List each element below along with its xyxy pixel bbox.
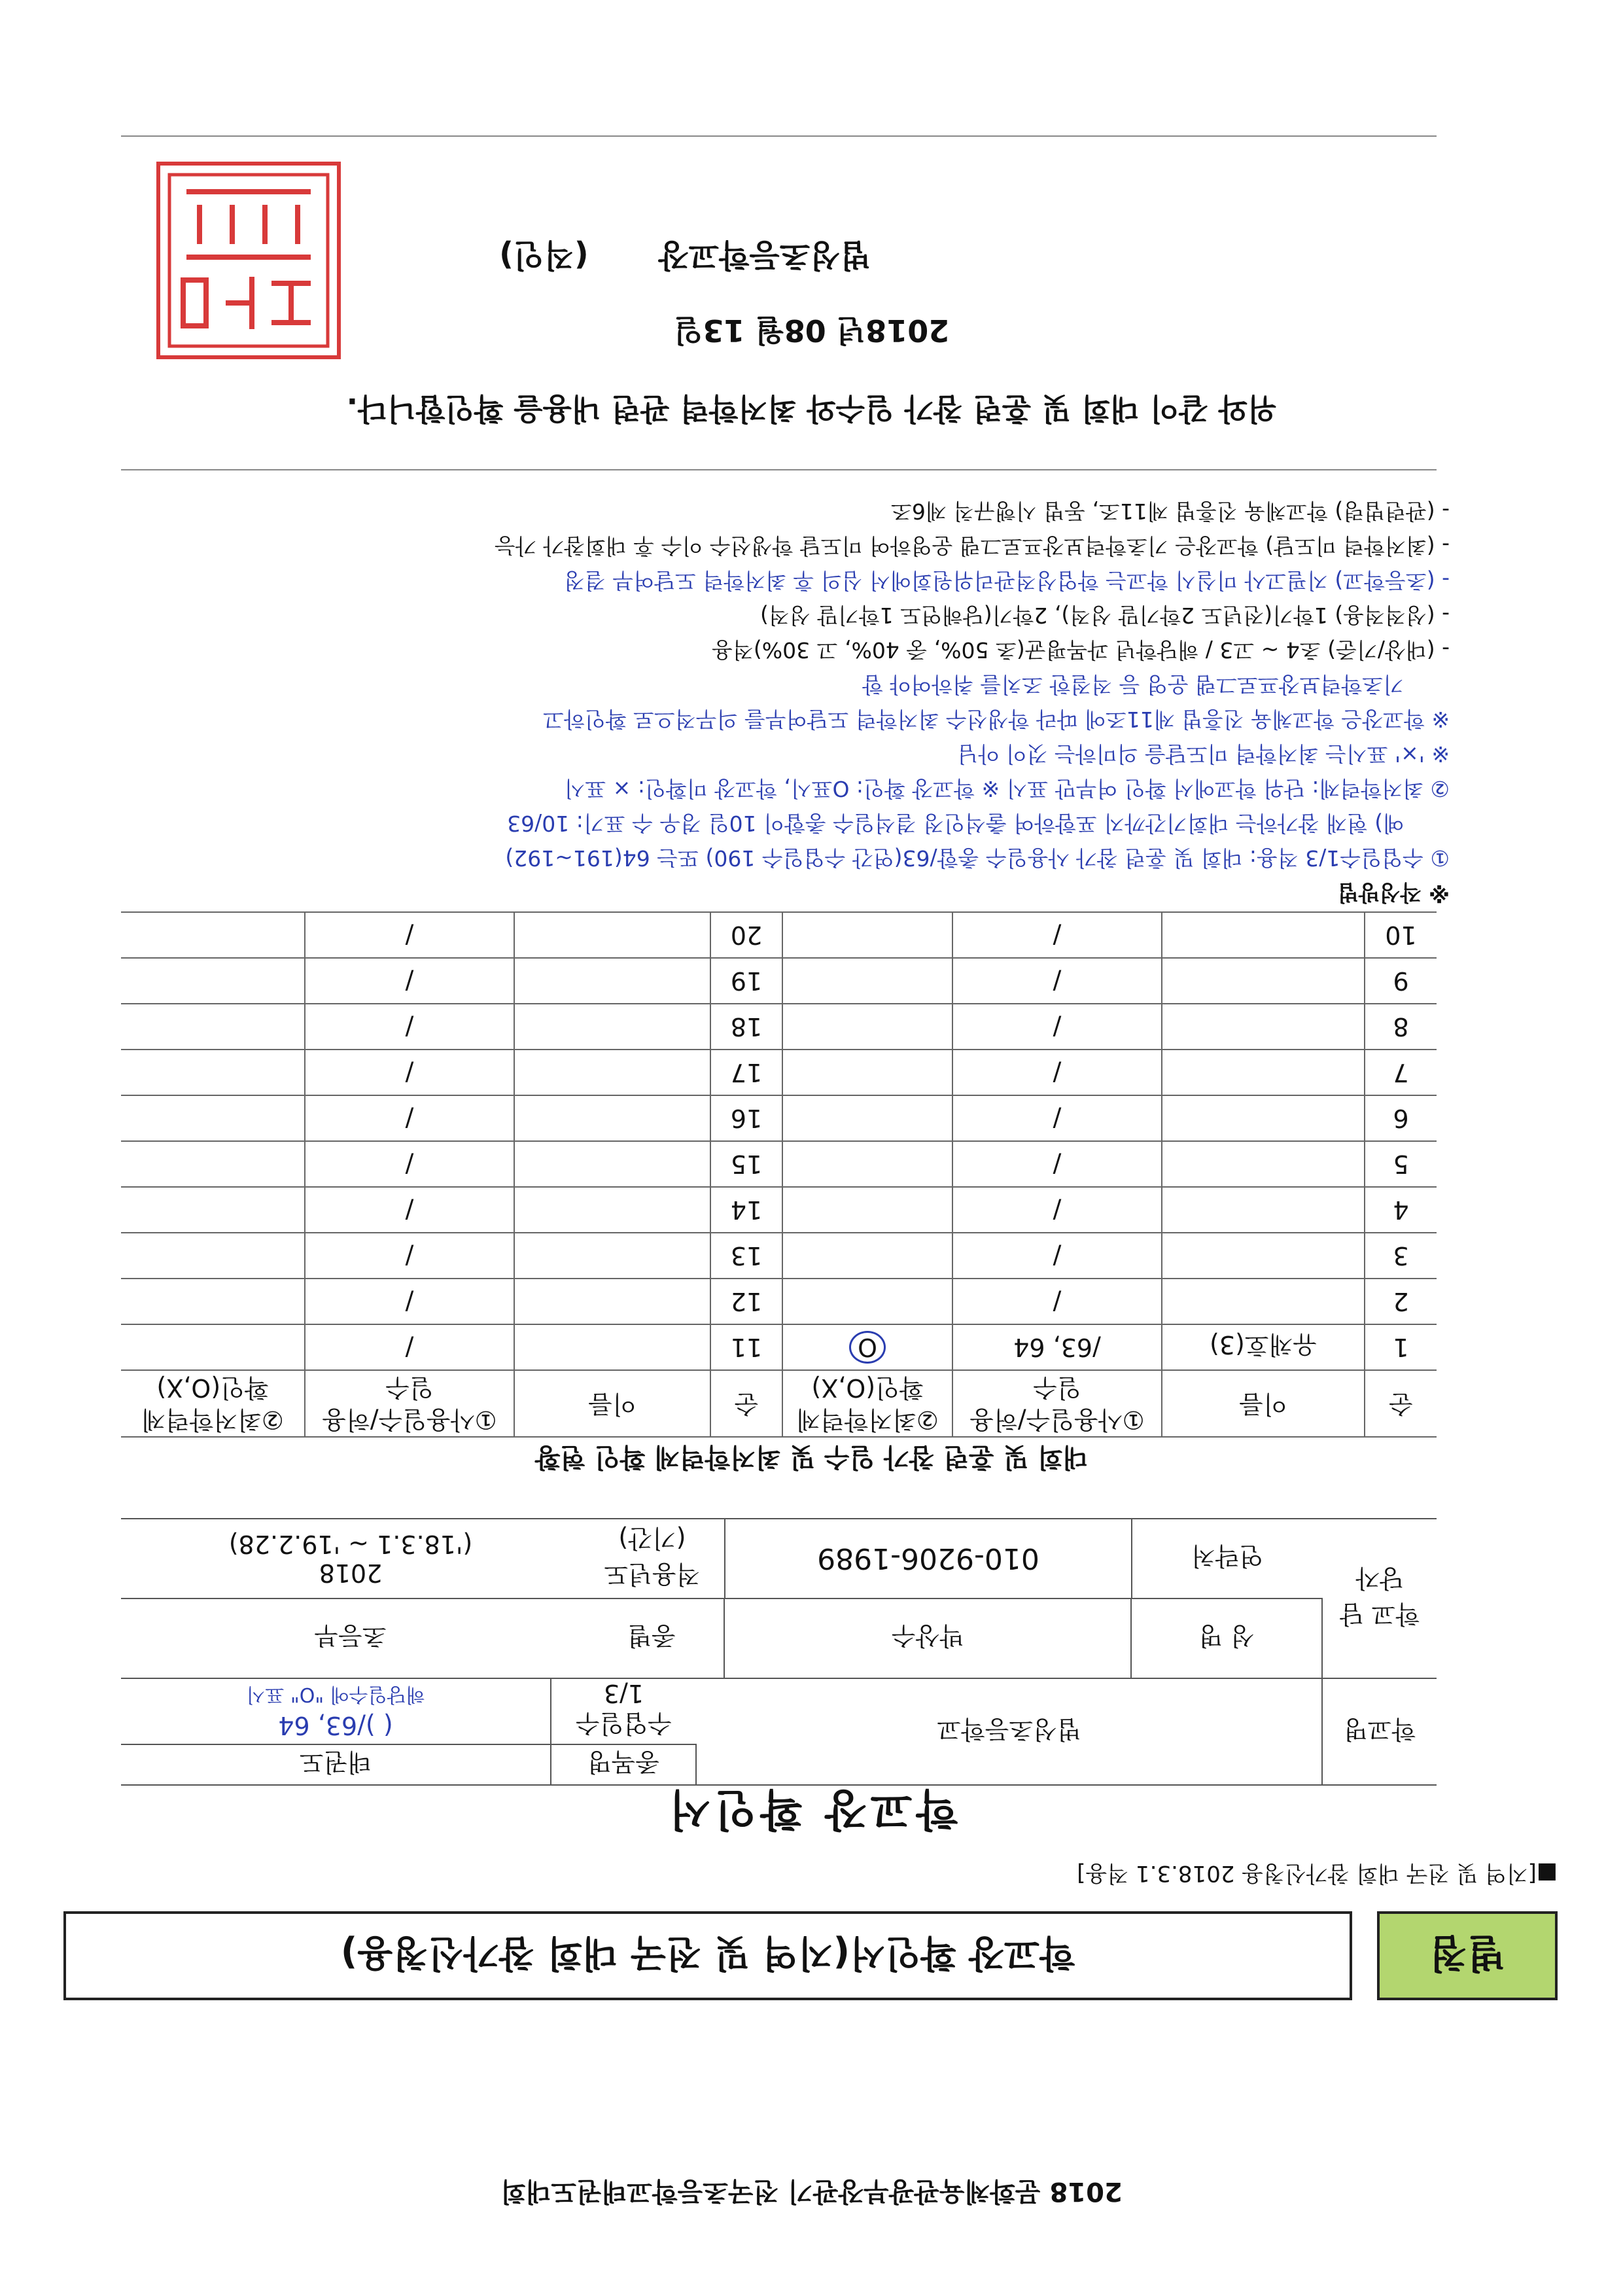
col-days: ①사용일수/허용일수	[305, 1370, 514, 1437]
row-number: 4	[1365, 1187, 1437, 1233]
days-used: /	[952, 912, 1162, 958]
academic-check	[782, 1187, 952, 1233]
teacher-label: 학교 담당자	[1322, 1519, 1437, 1678]
col-min-academic: ②최저학력제 확인(O,X)	[782, 1370, 952, 1437]
days-used: /	[305, 1095, 514, 1141]
days-used: /	[952, 1233, 1162, 1279]
student-name	[514, 1095, 710, 1141]
applicability-notice: ■[지역 및 전국 대회 참가신청용 2018.3.1 적용]	[1077, 1860, 1558, 1886]
student-name	[514, 1233, 710, 1279]
row-number: 15	[710, 1141, 782, 1187]
issue-date: 2018년 08월 13일	[673, 313, 950, 348]
student-name	[514, 1279, 710, 1324]
principal-label: 법성초등학교장	[658, 237, 871, 274]
academic-check	[121, 1004, 305, 1050]
event-value: 태권도	[121, 1744, 551, 1784]
days-used: /	[952, 1279, 1162, 1324]
days-used: /	[952, 1187, 1162, 1233]
row-number: 12	[710, 1279, 782, 1324]
days-used: /	[305, 1050, 514, 1095]
row-number: 9	[1365, 958, 1437, 1004]
row-number: 14	[710, 1187, 782, 1233]
table-row	[121, 1324, 1437, 1370]
student-name	[1162, 958, 1365, 1004]
academic-check	[121, 958, 305, 1004]
row-number: 2	[1365, 1279, 1437, 1324]
student-name	[1162, 912, 1365, 958]
table-row	[121, 1187, 1437, 1233]
student-name	[1162, 1004, 1365, 1050]
days-used: /	[305, 1004, 514, 1050]
table-row	[121, 1004, 1437, 1050]
event-label: 종목명	[551, 1744, 696, 1784]
academic-check	[782, 1233, 952, 1279]
row-number: 20	[710, 912, 782, 958]
note-line: 기초학력보장프로그램 운영 등 적절한 조치를 취하여야 함	[862, 672, 1404, 698]
days-used: /	[305, 1141, 514, 1187]
row-number: 5	[1365, 1141, 1437, 1187]
days-used: /	[952, 1095, 1162, 1141]
participation-table	[121, 911, 1437, 1438]
note-heading: ※ 작성방법	[1337, 880, 1450, 906]
grade-value: 초등부	[314, 1621, 387, 1651]
form-title: 학교장 확인서	[665, 1784, 958, 1835]
academic-check	[121, 1233, 305, 1279]
academic-check	[121, 912, 305, 958]
student-name	[514, 1004, 710, 1050]
student-name	[1162, 1187, 1365, 1233]
days-used: /	[305, 1233, 514, 1279]
check-circle-mark: O	[849, 1331, 886, 1364]
days-value: ( )/63, 64	[278, 1711, 393, 1740]
days-used: /	[952, 1004, 1162, 1050]
row-number: 19	[710, 958, 782, 1004]
school-name: 법성초등학교	[937, 1715, 1081, 1744]
days-used: /63, 64	[952, 1324, 1162, 1370]
student-name	[514, 1187, 710, 1233]
seal-mark-label: (직인)	[499, 237, 589, 274]
academic-check	[121, 1187, 305, 1233]
school-info-table	[121, 1518, 1437, 1786]
days-used: /	[952, 958, 1162, 1004]
note-line: ※ '×' 표시는 최저학력 미도달을 의미하는 것이 아님	[957, 741, 1450, 767]
academic-check	[782, 1141, 952, 1187]
row-number: 16	[710, 1095, 782, 1141]
section-title: 대회 및 훈련 참가 일수 및 최저학력제 확인 현황	[534, 1442, 1089, 1472]
days-used: /	[952, 1141, 1162, 1187]
phone-value: 010-9206-1989	[725, 1519, 1132, 1598]
period-label: 적용년도 (기간)	[580, 1519, 725, 1598]
col-no: 순	[710, 1370, 782, 1437]
row-number: 7	[1365, 1050, 1437, 1095]
col-name: 이름	[514, 1370, 710, 1437]
table-row	[121, 1141, 1437, 1187]
academic-check	[121, 1279, 305, 1324]
table-row	[121, 912, 1437, 958]
seal-stamp-icon	[160, 166, 337, 355]
student-name	[514, 958, 710, 1004]
note-line: - (최저학력 미도달) 학교장은 기초학력보장프로그램 운영하여 미도달 학생선수 이수 후 대회참가 가능	[494, 533, 1450, 559]
confirmation-statement: 위와 같이 대회 및 훈련 참가 일수와 최저학력 관련 내용을 확인합니다.	[346, 391, 1277, 427]
academic-check	[121, 1324, 305, 1370]
divider	[121, 469, 1437, 470]
note-line: - (관련법령) 학교체육 진흥법 제11조, 동법 시행규칙 제6조	[891, 499, 1450, 524]
phone-label: 연락처	[1191, 1542, 1264, 1571]
row-number: 1	[1365, 1324, 1437, 1370]
table-row	[121, 958, 1437, 1004]
note-line: 예) 현재 참가하는 대회기간까지 포함하여 출석인정 결석일수 총합이 10일 경우 수 표기: 10/63	[507, 811, 1404, 836]
instructions	[115, 494, 1450, 910]
days-used: /	[305, 912, 514, 958]
row-number: 10	[1365, 912, 1437, 958]
row-number: 17	[710, 1050, 782, 1095]
student-name	[514, 1324, 710, 1370]
col-min-academic: ②최저학력제 확인(O,X)	[121, 1370, 305, 1437]
academic-check	[782, 1279, 952, 1324]
period-year: 2018	[319, 1559, 383, 1587]
col-no: 순	[1365, 1370, 1437, 1437]
table-row	[121, 1279, 1437, 1324]
student-name	[1162, 1233, 1365, 1279]
days-used: /	[952, 1050, 1162, 1095]
name-label: 성 명	[1198, 1621, 1255, 1651]
academic-check	[121, 1050, 305, 1095]
period-range: ('18.3.1 ~ '19.2.28)	[228, 1530, 473, 1559]
academic-check	[121, 1095, 305, 1141]
student-name	[1162, 1141, 1365, 1187]
row-number: 11	[710, 1324, 782, 1370]
row-number: 6	[1365, 1095, 1437, 1141]
note-line: ② 최저학력제: 단위 학교에서 확인 여부만 표시 ※ 학교장 확인: O표시, 학교장 미확인: × 표시	[564, 776, 1450, 802]
row-number: 3	[1365, 1233, 1437, 1279]
note-line: ※ 학교장은 학교체육 진흥법 제11조에 따라 학생선수 최저학력 도달여부를 의무적으로 확인하고	[543, 707, 1450, 732]
document-title: 학교장 확인서(지역 및 전국 대회 참가신청용)	[63, 1911, 1352, 2000]
row-number: 18	[710, 1004, 782, 1050]
official-seal	[156, 162, 341, 359]
student-name	[514, 1141, 710, 1187]
days-label: 수업일수	[576, 1709, 672, 1738]
note-line: - (대상/기준) 초4 ~ 고3 / 해당학년 과목평균(초 50%, 중 40%, 고 30%)적용	[712, 637, 1450, 663]
table-row	[121, 1095, 1437, 1141]
days-used: /	[305, 958, 514, 1004]
student-name: 유채호(3)	[1162, 1324, 1365, 1370]
academic-check	[121, 1141, 305, 1187]
col-name: 이름	[1162, 1370, 1365, 1437]
days-used: /	[305, 1279, 514, 1324]
note-line: - (초등학교) 지필고사 미실시 학교는 학업성적관리위원회에서 심의 후 최저학력 도달여부 결정	[564, 568, 1450, 593]
academic-check	[782, 958, 952, 1004]
academic-check	[782, 1050, 952, 1095]
divider	[121, 135, 1437, 137]
teacher-name: 박상수	[724, 1599, 1131, 1678]
academic-check	[782, 1324, 952, 1370]
attachment-tag: 별첨	[1377, 1911, 1558, 2000]
academic-check	[782, 1004, 952, 1050]
student-name	[514, 912, 710, 958]
academic-check	[782, 1095, 952, 1141]
table-row	[121, 1233, 1437, 1279]
student-name	[514, 1050, 710, 1095]
grade-label: 종별	[580, 1599, 724, 1678]
student-name	[1162, 1095, 1365, 1141]
note-line: - (성적적용) 1학기(전년도 2학기말 성적), 2학기(당해연도 1학기말 성적)	[759, 603, 1450, 628]
note-line: ① 수업일수1/3 적용: 대회 및 훈련 참가 사용일수 총합/63(연간 수업일수 190) 또는 64(191~192)	[505, 845, 1450, 871]
student-name	[1162, 1279, 1365, 1324]
days-fraction: 1/3	[603, 1679, 644, 1708]
row-number: 8	[1365, 1004, 1437, 1050]
days-used: /	[305, 1324, 514, 1370]
school-label: 학교명	[1322, 1678, 1437, 1785]
competition-header: 2018 문화체육관광부장관기 전국초등학교태권도대회	[500, 2176, 1123, 2206]
days-note: 해당일수에 "O" 표시	[246, 1683, 425, 1706]
table-row	[121, 1050, 1437, 1095]
row-number: 13	[710, 1233, 782, 1279]
academic-check	[782, 912, 952, 958]
student-name	[1162, 1050, 1365, 1095]
principal-signature-line	[440, 236, 871, 281]
col-days: ①사용일수/허용일수	[952, 1370, 1162, 1437]
days-used: /	[305, 1187, 514, 1233]
